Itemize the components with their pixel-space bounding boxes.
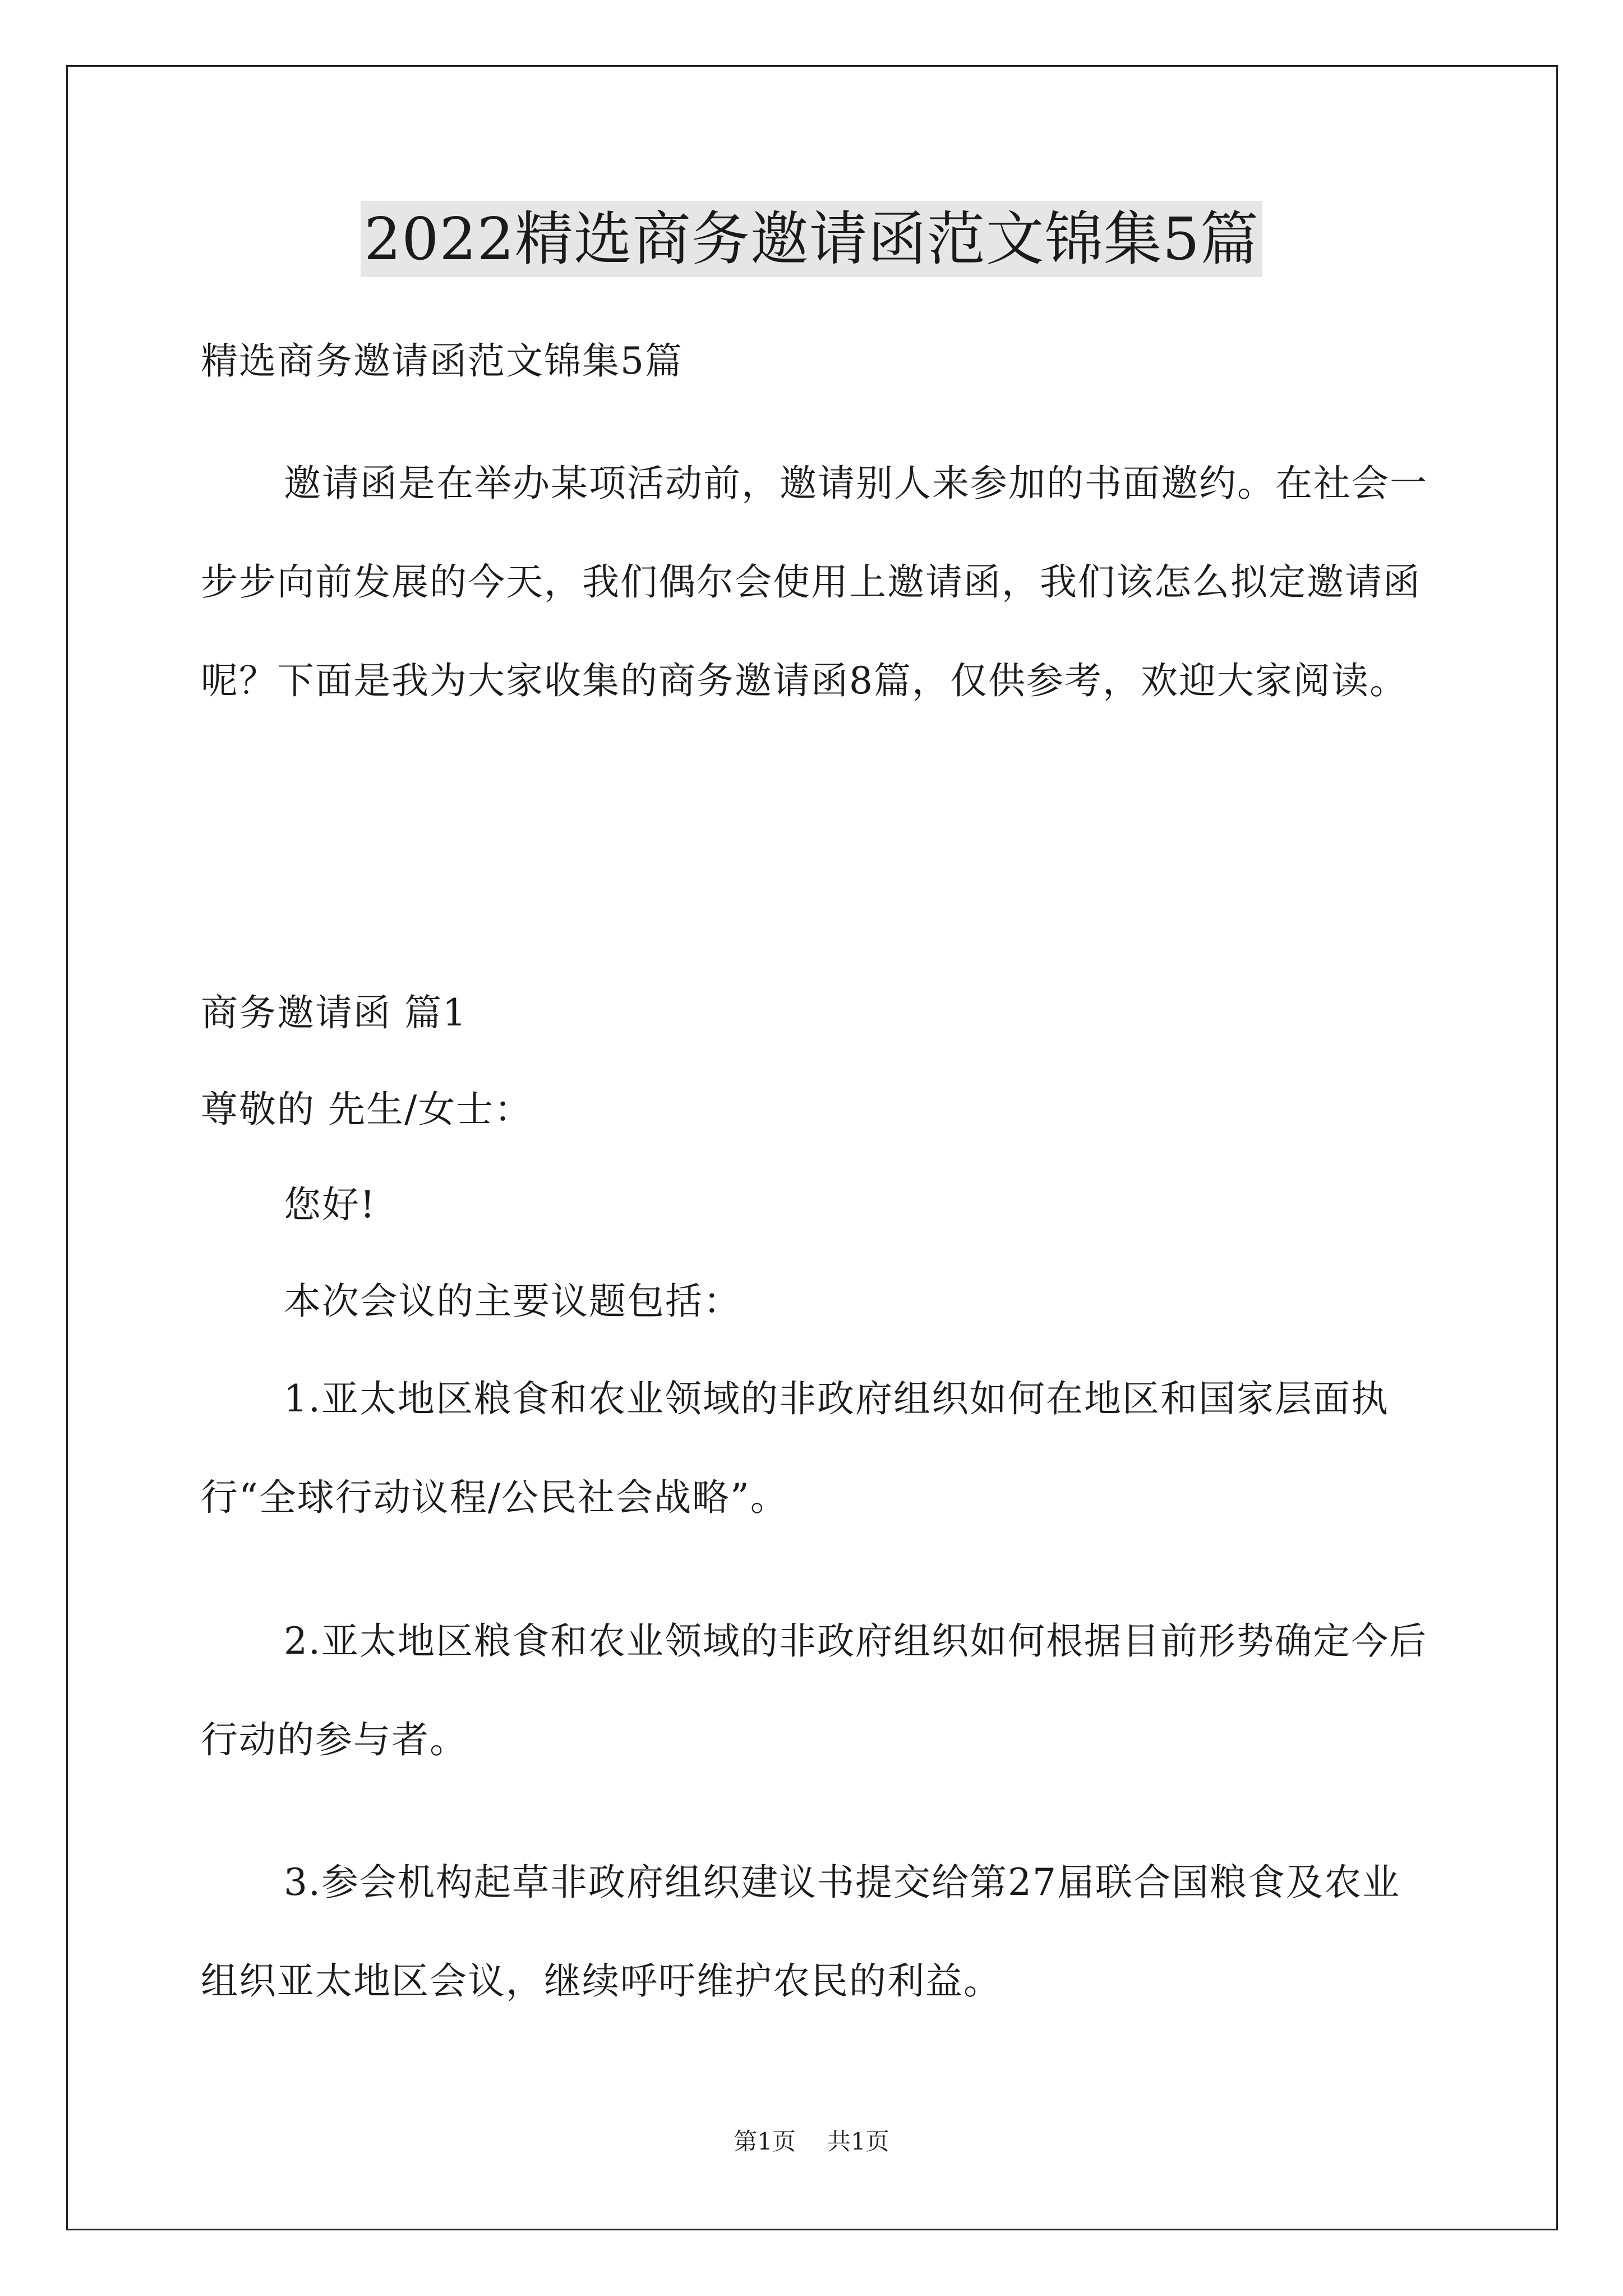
document-title: 2022精选商务邀请函范文锦集5篇 <box>361 201 1262 277</box>
page-number: 第1页 <box>734 2128 796 2155</box>
intro-paragraph: 邀请函是在举办某项活动前，邀请别人来参加的书面邀约。在社会一步步向前发展的今天，我们偶尔会使用上邀请函，我们该怎么拟定邀请函呢？下面是我为大家收集的商务邀请函8篇，仅供参考，欢迎大家阅读。 <box>201 462 1428 702</box>
topics-intro: 本次会议的主要议题包括： <box>284 1280 741 1323</box>
topic-item-2: 2.亚太地区粮食和农业领域的非政府组织如何根据目前形势确定今后行动的参与者。 <box>201 1619 1427 1761</box>
page-footer <box>0 2125 1623 2159</box>
salutation: 尊敬的 先生/女士： <box>201 1088 533 1131</box>
greeting: 您好! <box>284 1183 376 1226</box>
page-total: 共1页 <box>827 2128 889 2155</box>
topic-item-1: 1.亚太地区粮食和农业领域的非政府组织如何在地区和国家层面执行“全球行动议程/公民社会战略”。 <box>201 1377 1389 1519</box>
section-heading: 商务邀请函 篇1 <box>201 991 467 1034</box>
title-container <box>0 201 1623 277</box>
topic-item-3: 3.参会机构起草非政府组织建议书提交给第27届联合国粮食及农业组织亚太地区会议，继续呼吁维护农民的利益。 <box>201 1861 1400 2003</box>
document-subtitle: 精选商务邀请函范文锦集5篇 <box>201 339 683 383</box>
